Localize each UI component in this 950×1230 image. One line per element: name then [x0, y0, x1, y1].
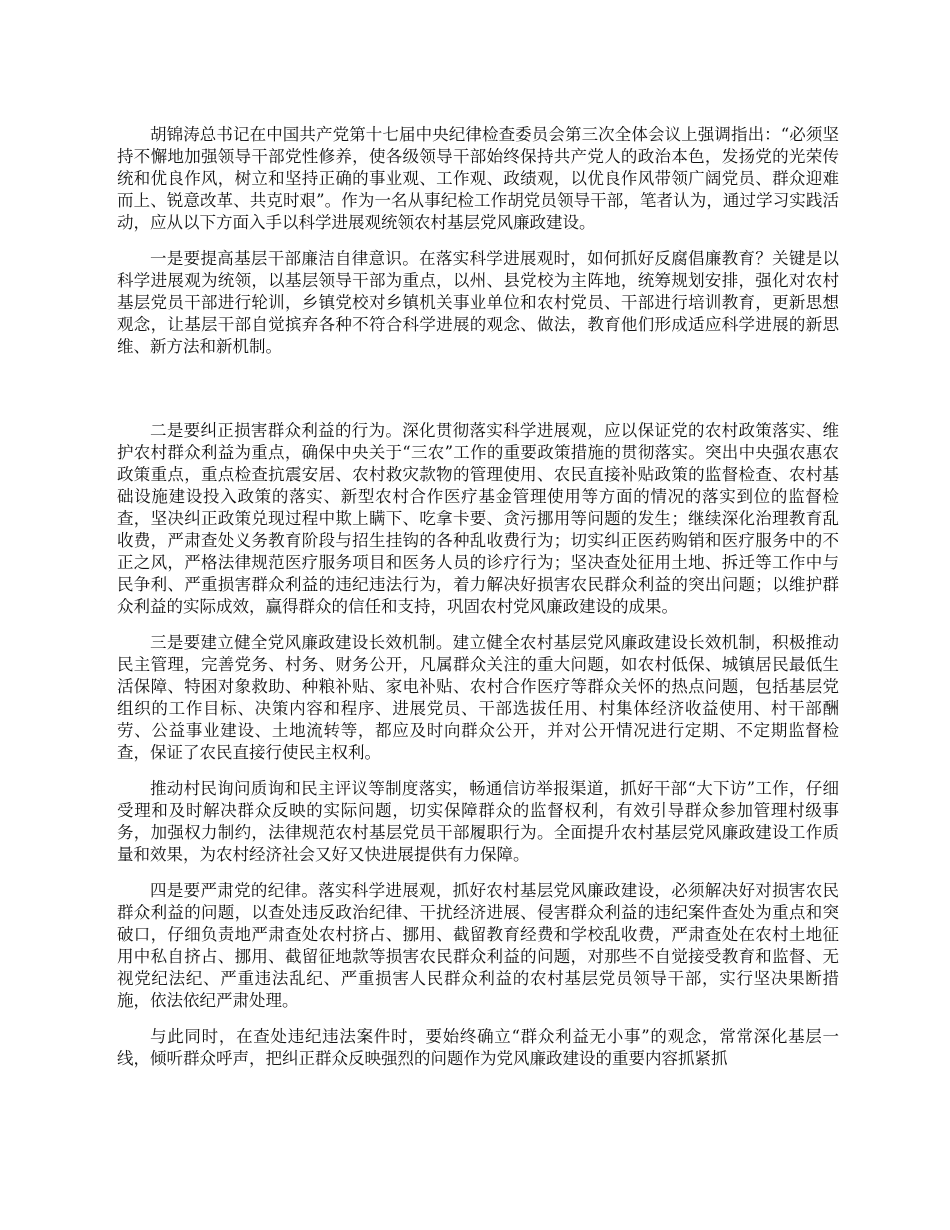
document-body [117, 124, 839, 1084]
paragraph-closing: 与此同时，在查处违纪违法案件时，要始终确立“群众利益无小事”的观念，常常深化基层一线，倾听群众呼声，把纠正群众反映强烈的问题作为党风廉政建设的重要内容抓紧抓 [117, 1027, 839, 1068]
paragraph-point-two: 二是要纠正损害群众利益的行为。深化贯彻落实科学进展观，应以保证党的农村政策落实、维护农村群众利益为重点，确保中央关于“三农”工作的重要政策措施的贯彻落实。突出中央强农惠农政策重点，重点检查抗震安居、农村救灾款物的管理使用、农民直接补贴政策的监督检查、农村基础设施建设投入政策的落实、新型农村合作医疗基金管理使用等方面的情况的落实到位的监督检查，坚决纠正政策兑现过程中欺上瞒下、吃拿卡要、贪污挪用等问题的发生；继续深化治理教育乱收费，严肃查处义务教育阶段与招生挂钩的各种乱收费行为；切实纠正医药购销和医疗服务中的不正之风，严格法律规范医疗服务项目和医务人员的诊疗行为；坚决查处征用土地、拆迁等工作中与民争利、严重损害群众利益的违纪违法行为，着力解决好损害农民群众利益的突出问题；以维护群众利益的实际成效，赢得群众的信任和支持，巩固农村党风廉政建设的成果。 [117, 421, 839, 616]
paragraph-point-one: 一是要提高基层干部廉洁自律意识。在落实科学进展观时，如何抓好反腐倡廉教育？关键是以科学进展观为统领，以基层领导干部为重点，以州、县党校为主阵地，统筹规划安排，强化对农村基层党员干部进行轮训，乡镇党校对乡镇机关事业单位和农村党员、干部进行培训教育，更新思想观念，让基层干部自觉摈弃各种不符合科学进展的观念、做法，教育他们形成适应科学进展的新思维、新方法和新机制。 [117, 249, 839, 356]
paragraph-supervision: 推动村民询问质询和民主评议等制度落实，畅通信访举报渠道，抓好干部“大下访”工作，仔细受理和及时解决群众反映的实际问题，切实保障群众的监督权利，有效引导群众参加管理村级事务，加强权力制约，法律规范农村基层党员干部履职行为。全面提升农村基层党风廉政建设工作质量和效果，为农村经济社会又好又快进展提供有力保障。 [117, 779, 839, 864]
paragraph-point-four: 四是要严肃党的纪律。落实科学进展观，抓好农村基层党风廉政建设，必须解决好对损害农民群众利益的问题，以查处违反政治纪律、干扰经济进展、侵害群众利益的违纪案件查处为重点和突破口，仔细负责地严肃查处农村挤占、挪用、截留教育经费和学校乱收费，严肃查处在农村土地征用中私自挤占、挪用、截留征地款等损害农民群众利益的问题，对那些不自觉接受教育和监督、无视党纪法纪、严重违法乱纪、严重损害人民群众利益的农村基层党员领导干部，实行坚决果断措施，依法依纪严肃处理。 [117, 881, 839, 1010]
paragraph-point-three: 三是要建立健全党风廉政建设长效机制。建立健全农村基层党风廉政建设长效机制，积极推动民主管理，完善党务、村务、财务公开，凡属群众关注的重大问题，如农村低保、城镇居民最低生活保障、特困对象救助、种粮补贴、家电补贴、农村合作医疗等群众关怀的热点问题，包括基层党组织的工作目标、决策内容和程序、进展党员、干部选拔任用、村集体经济收益使用、村干部酬劳、公益事业建设、土地流转等，都应及时向群众公开，并对公开情况进行定期、不定期监督检查，保证了农民直接行使民主权利。 [117, 633, 839, 762]
paragraph-intro: 胡锦涛总书记在中国共产党第十七届中央纪律检查委员会第三次全体会议上强调指出：“必须坚持不懈地加强领导干部党性修养，使各级领导干部始终保持共产党人的政治本色，发扬党的光荣传统和优良作风，树立和坚持正确的事业观、工作观、政绩观，以优良作风带领广阔党员、群众迎难而上、锐意改革、共克时艰”。作为一名从事纪检工作胡党员领导干部，笔者认为，通过学习实践活动，应从以下方面入手以科学进展观统领农村基层党风廉政建设。 [117, 125, 839, 232]
